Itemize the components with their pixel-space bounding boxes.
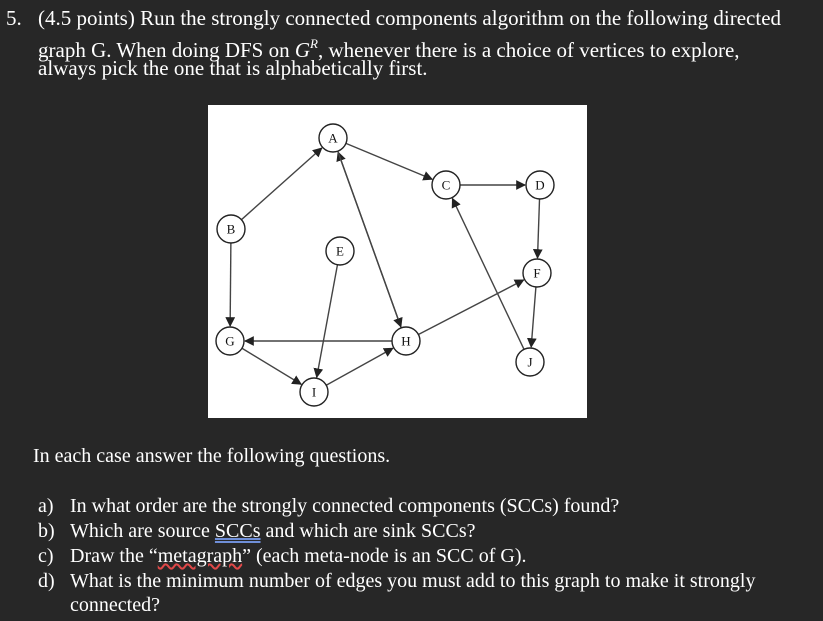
question-text-line-1: (4.5 points) Run the strongly connected components algorithm on the following directed (38, 6, 782, 30)
spellcheck-underlined-word: metagraph (157, 545, 243, 567)
subquestion-d-text: What is the minimum number of edges you must add to this graph to make it strongly (70, 570, 756, 592)
node-label: H (401, 333, 411, 349)
node-label: F (533, 265, 541, 281)
directed-graph (208, 105, 587, 418)
node-label: J (527, 354, 533, 370)
subquestion-c-label: c) (38, 545, 54, 567)
node-label: A (328, 130, 338, 146)
node-label: I (311, 384, 317, 400)
edge-D-F (538, 199, 540, 258)
node-label: B (226, 221, 236, 237)
subquestion-c-text-end: ” (each meta-node is an SCC of G). (242, 545, 527, 567)
subquestion-b-text (70, 519, 476, 543)
edge-F-J (531, 287, 536, 347)
question-text-line-3: always pick the one that is alphabetically first. (38, 56, 428, 80)
node-A (319, 124, 347, 152)
node-D (526, 171, 554, 199)
node-F (523, 259, 551, 287)
subquestion-a-text: In what order are the strongly connected components (SCCs) found? (70, 495, 620, 517)
question-text-line-2-start: graph G. When doing DFS on (38, 38, 295, 62)
edge-B-G (230, 243, 231, 326)
question-number: 5. (6, 6, 22, 30)
subquestion-b-text-end: and which are sink SCCs? (260, 520, 476, 542)
subquestion-c-text (70, 544, 527, 568)
subquestion-b-label: b) (38, 520, 55, 542)
node-label: E (336, 243, 344, 259)
node-G (216, 327, 244, 355)
node-I (300, 378, 328, 406)
node-label: D (535, 177, 545, 193)
edge-G-I (242, 348, 301, 384)
subquestion-a-label: a) (38, 495, 54, 517)
node-E (326, 237, 354, 265)
node-J (516, 348, 544, 376)
graph-symbol: G (294, 38, 311, 62)
edge-B-A (241, 148, 321, 220)
edge-A-C (346, 143, 432, 179)
spellcheck-underlined-word: SCCs (214, 520, 261, 542)
node-B (217, 215, 245, 243)
node-C (432, 171, 460, 199)
subquestion-d-continuation: connected? (70, 594, 160, 616)
subquestion-d-label: d) (38, 570, 55, 592)
edge-H-F (418, 280, 523, 335)
intro-text: In each case answer the following questions. (33, 445, 391, 467)
edge-J-C (452, 199, 524, 350)
node-H (392, 327, 420, 355)
node-label: G (225, 333, 235, 349)
edge-I-H (326, 348, 393, 385)
graph-figure (208, 105, 587, 418)
subquestion-c-text-start: Draw the “ (70, 545, 158, 567)
question-text-line-2-end: , whenever there is a choice of vertices to explore, (317, 38, 740, 62)
node-label: C (441, 177, 451, 193)
edge-E-I (317, 265, 338, 377)
reverse-superscript: R (310, 36, 318, 51)
subquestion-b-text-start: Which are source (70, 520, 215, 542)
